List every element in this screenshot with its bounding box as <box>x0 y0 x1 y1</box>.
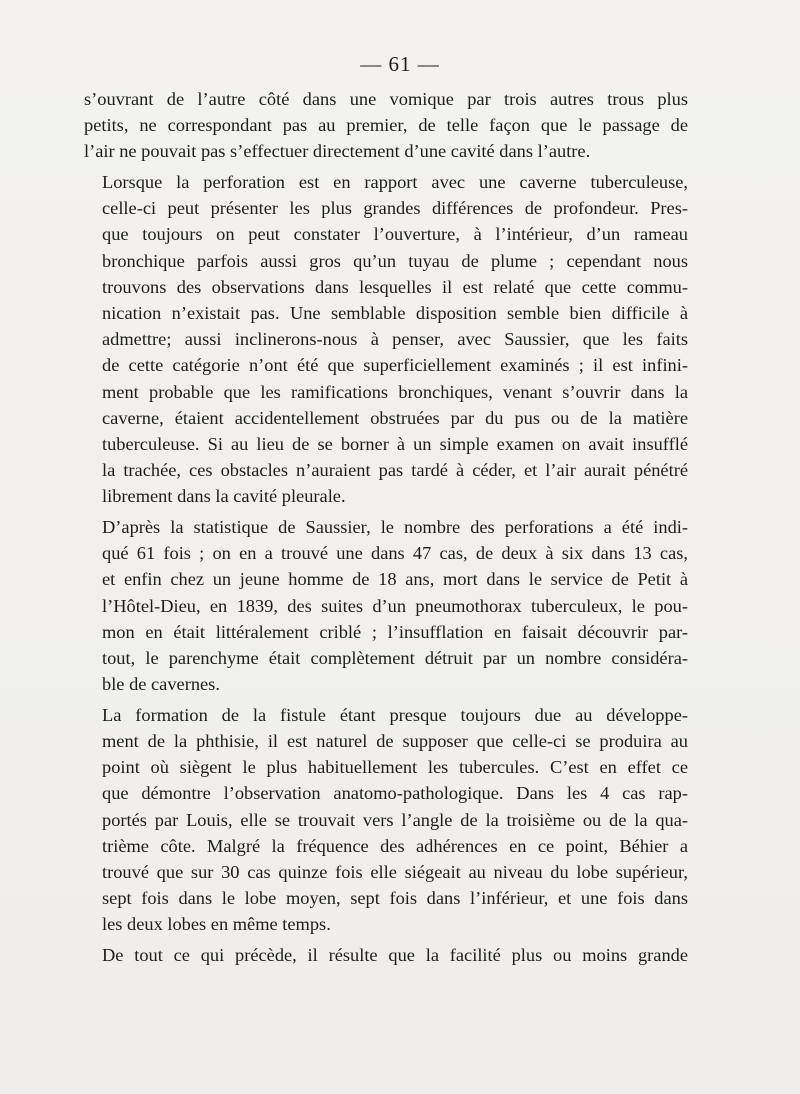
text-line: Lorsque la perforation est en rapport avec une caverne tuberculeuse, <box>102 172 688 193</box>
text-line: l’Hôtel-Dieu, en 1839, des suites d’un pneumothorax tuberculeux, le pou- <box>102 595 688 616</box>
text-line: tuberculeuse. Si au lieu de se borner à un simple examen on avait insufflé <box>102 433 688 454</box>
text-line: qué 61 fois ; on en a trouvé une dans 47 cas, de deux à six dans 13 cas, <box>102 543 688 564</box>
text-line: petits, ne correspondant pas au premier, de telle façon que le passage de <box>84 115 688 136</box>
text-line: s’ouvrant de l’autre côté dans une vomique par trois autres trous plus <box>84 89 688 109</box>
text-line: point où siègent le plus habituellement les tubercules. C’est en effet ce <box>102 757 688 778</box>
text-line: l’air ne pouvait pas s’effectuer directement d’une cavité dans l’autre. <box>84 141 591 162</box>
text-line: nication n’existait pas. Une semblable disposition semble bien difficile à <box>102 303 688 323</box>
page-number: — 61 — <box>360 52 440 76</box>
text-line: ment de la phthisie, il est naturel de supposer que celle-ci se produira au <box>102 731 688 751</box>
paragraph <box>84 514 688 697</box>
text-line: celle-ci peut présenter les plus grandes différences de profondeur. Pres- <box>102 198 688 219</box>
text-line: sept fois dans le lobe moyen, sept fois dans l’inférieur, et une fois dans <box>102 888 688 909</box>
text-line: trouvons des observations dans lesquelles il est relaté que cette commu- <box>102 276 688 297</box>
paragraph <box>84 942 688 968</box>
text-line: caverne, étaient accidentellement obstruées par du pus ou de la matière <box>102 407 688 428</box>
text-line: trouvé que sur 30 cas quinze fois elle siégeait au niveau du lobe supérieur, <box>102 861 688 882</box>
text-line: que démontre l’observation anatomo-pathologique. Dans les 4 cas rap- <box>102 783 688 804</box>
text-line: trième côte. Malgré la fréquence des adhérences en ce point, Béhier a <box>102 835 688 856</box>
text-line: les deux lobes en même temps. <box>102 914 331 935</box>
text-line: que toujours on peut constater l’ouverture, à l’intérieur, d’un rameau <box>102 224 688 245</box>
text-line: ment probable que les ramifications bronchiques, venant s’ouvrir dans la <box>102 381 688 402</box>
text-line: la trachée, ces obstacles n’auraient pas tardé à céder, et l’air aurait pénétré <box>102 460 688 481</box>
text-line: et enfin chez un jeune homme de 18 ans, mort dans le service de Petit à <box>102 569 688 590</box>
text-line: admettre; aussi inclinerons-nous à penser, avec Saussier, que les faits <box>102 329 688 350</box>
paragraph <box>84 169 688 509</box>
paragraph <box>84 702 688 938</box>
text-line: bronchique parfois aussi gros qu’un tuyau de plume ; cependant nous <box>102 250 688 271</box>
text-line: librement dans la cavité pleurale. <box>102 486 346 507</box>
text-line: ble de cavernes. <box>102 674 220 695</box>
text-line: de cette catégorie n’ont été que superficiellement examinés ; il est infini- <box>102 355 688 376</box>
text-line: portés par Louis, elle se trouvait vers l’angle de la troisième ou de la qua- <box>102 809 688 830</box>
text-line: tout, le parenchyme était complètement détruit par un nombre considéra- <box>102 647 688 668</box>
paragraph <box>84 86 688 165</box>
text-line: La formation de la fistule étant presque toujours due au développe- <box>102 704 688 725</box>
text-line: mon en était littéralement criblé ; l’insufflation en faisait découvrir par- <box>102 621 688 642</box>
text-line: De tout ce qui précède, il résulte que la facilité plus ou moins grande <box>102 945 688 965</box>
text-line: D’après la statistique de Saussier, le nombre des perforations a été indi- <box>102 517 688 537</box>
text-body <box>84 86 688 973</box>
